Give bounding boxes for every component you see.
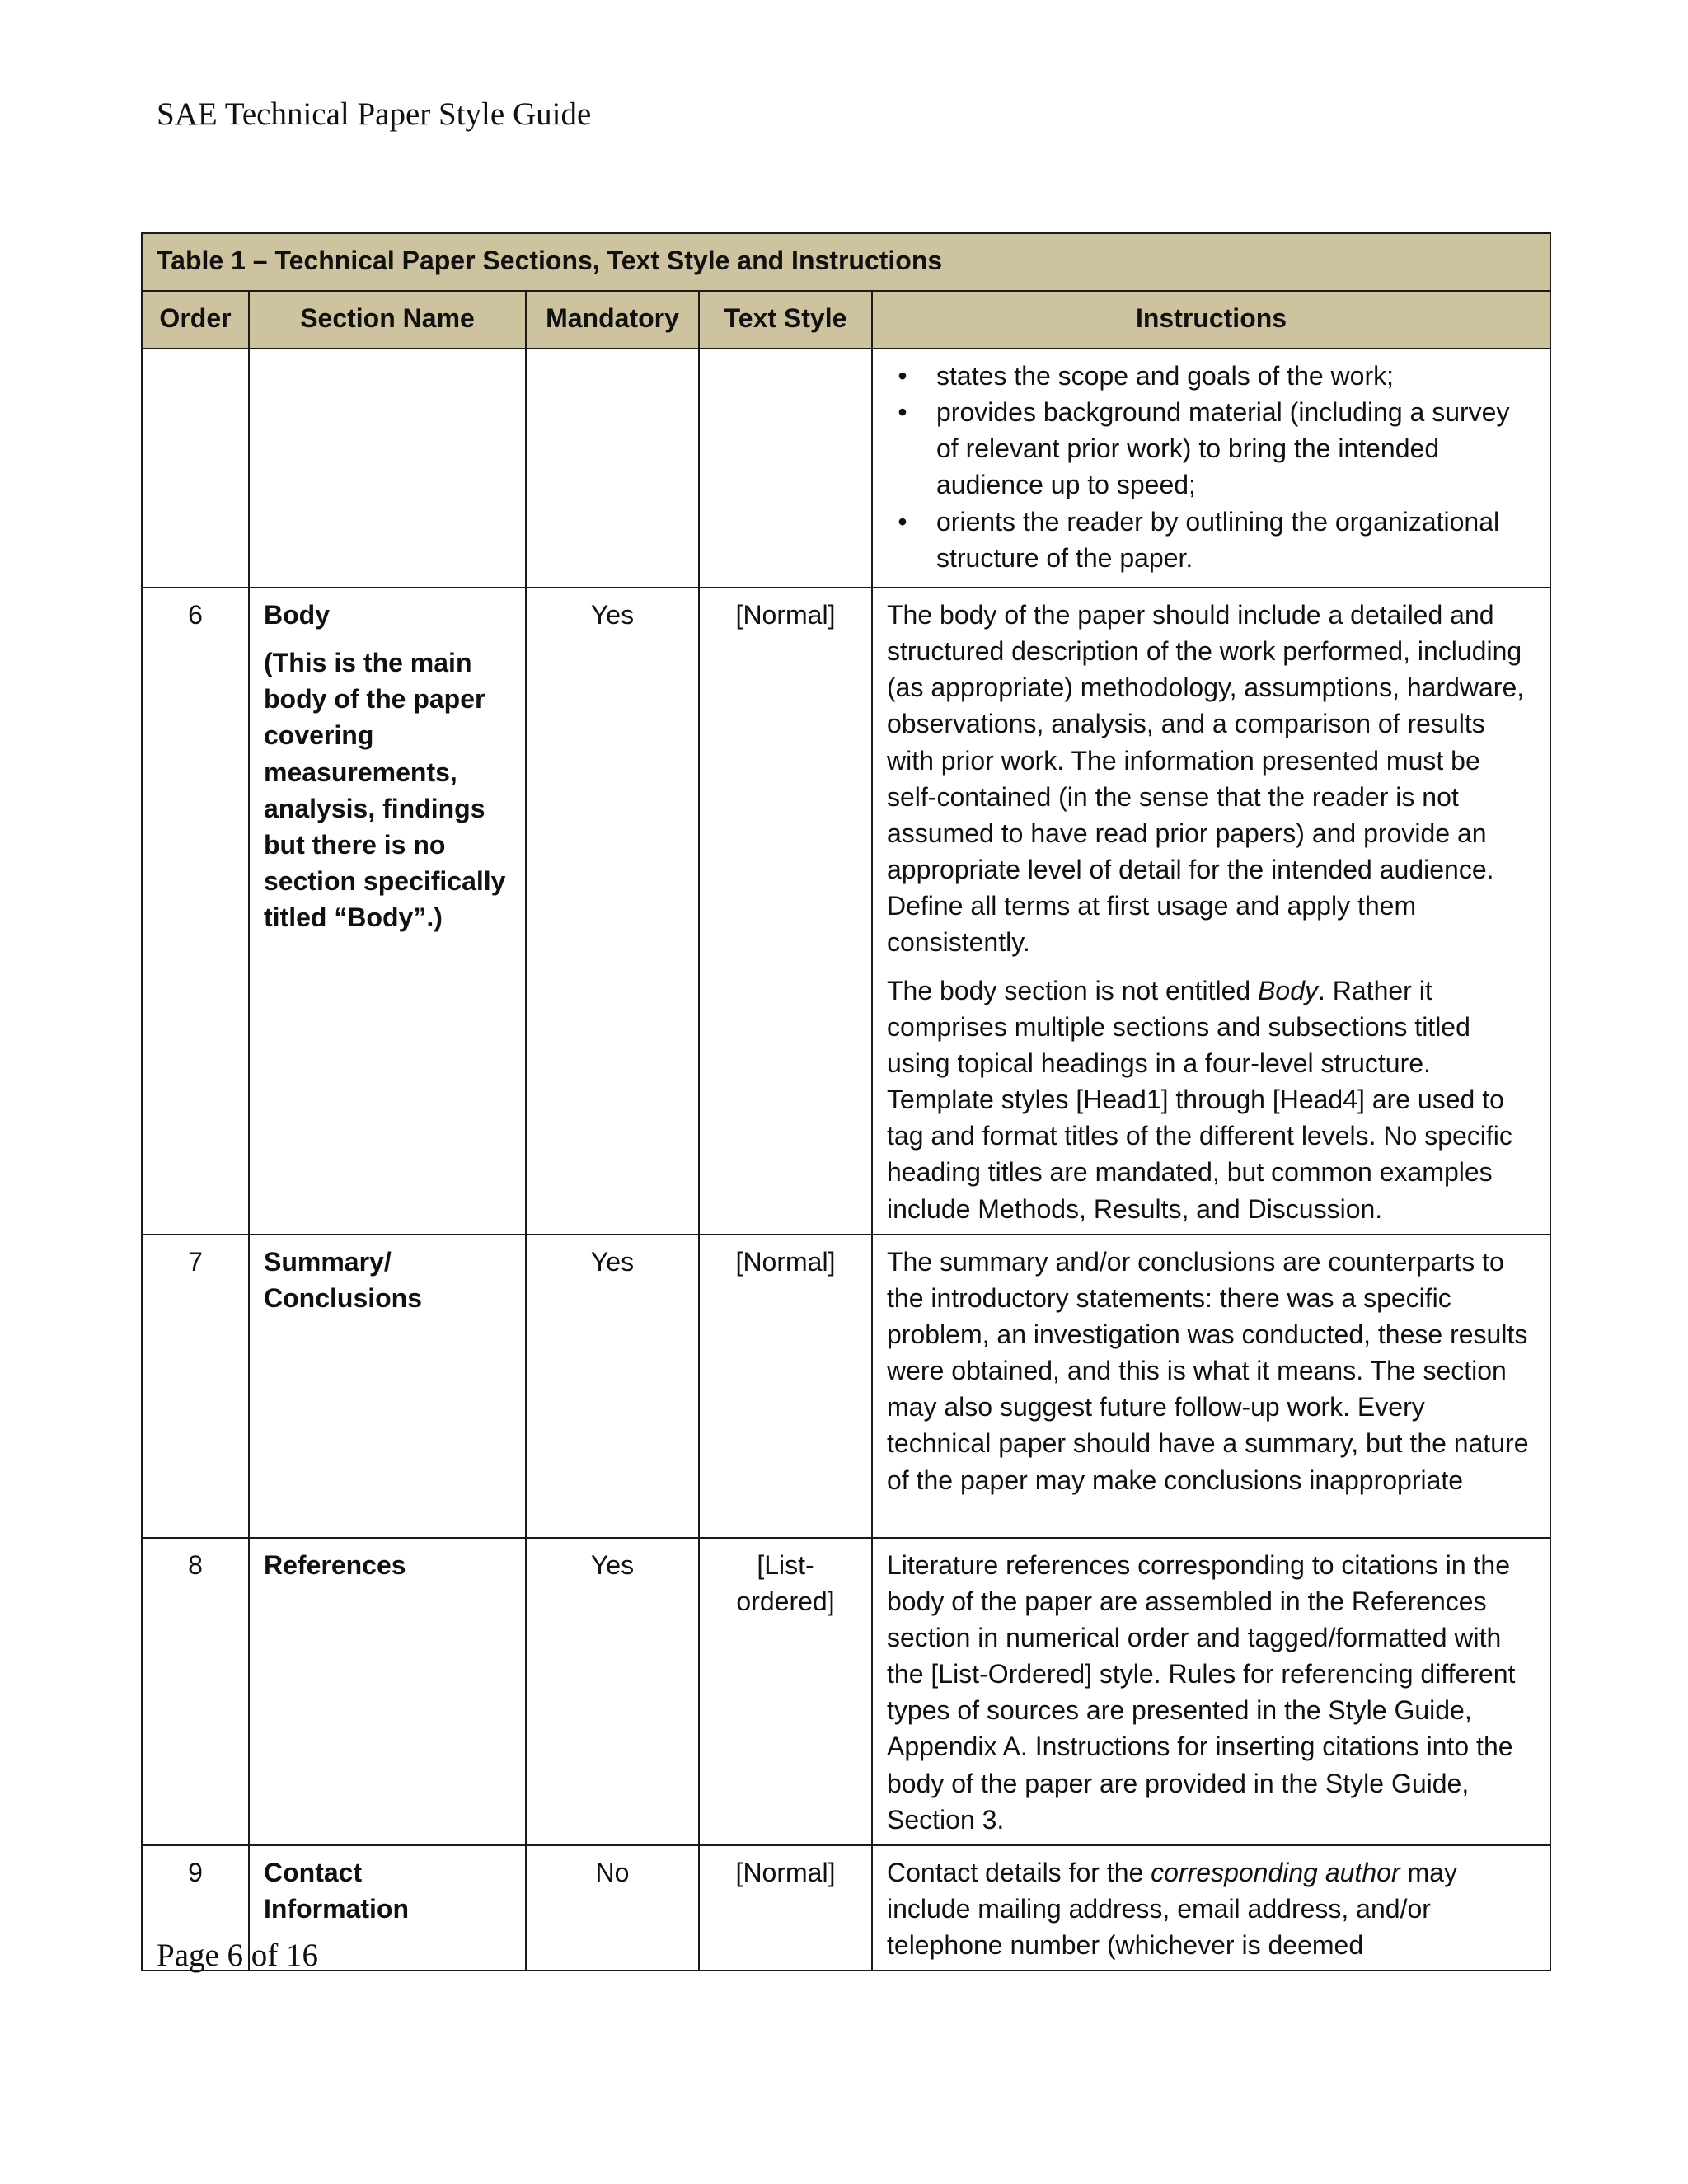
mandatory-cell: No	[526, 1845, 699, 1971]
bullet-icon: •	[898, 361, 907, 391]
sections-table	[141, 232, 1551, 1971]
text-style-cell: [List-ordered]	[699, 1538, 872, 1845]
mandatory-cell: Yes	[526, 1538, 699, 1845]
instructions-cell	[872, 349, 1550, 588]
table-row-continued	[142, 349, 1550, 588]
section-title: Contact Information	[264, 1857, 409, 1924]
section-name-cell	[249, 1538, 526, 1845]
instructions-cell: The summary and/or conclusions are counterparts to the introductory statements: there was a specific problem, an investigation was conducted, these results were obtained, and this is what it means. The section may also suggest future follow-up work. Every technical paper should have a summary, but the nature of the paper may make conclusions inappropriate	[872, 1235, 1550, 1538]
section-name-cell	[249, 588, 526, 1235]
column-header-instructions: Instructions	[872, 291, 1550, 349]
list-item	[887, 358, 1536, 394]
instructions-text: Contact details for the	[887, 1857, 1151, 1887]
list-item	[887, 504, 1536, 576]
page-number: Page 6 of 16	[157, 1938, 319, 1973]
instructions-text: may include mailing address, email address, and/or telephone number (whichever is deemed	[887, 1857, 1457, 1961]
instructions-paragraph: The body of the paper should include a detailed and structured description of the work performed, including (as appropriate) methodology, assumptions, hardware, observations, analysis, and a comparison of results with prior work. The information presented must be self-contained (in the sense that the reader is not assumed to have read prior papers) and provide an appropriate level of detail for the intended audience. Define all terms at first usage and apply them consistently.	[887, 600, 1525, 958]
section-name-cell	[249, 349, 526, 588]
bullet-text: states the scope and goals of the work;	[936, 361, 1394, 391]
instructions-emphasis: corresponding author	[1151, 1857, 1400, 1887]
order-cell: 8	[142, 1538, 249, 1845]
bullet-text: provides background material (including a survey of relevant prior work) to bring the intended audience up to speed;	[936, 397, 1510, 500]
text-style-cell: [Normal]	[699, 1845, 872, 1971]
instructions-cell	[872, 1845, 1550, 1971]
column-header-order: Order	[142, 291, 249, 349]
instructions-paragraph	[887, 972, 1536, 1227]
section-title: References	[264, 1549, 406, 1580]
text-style-cell: [Normal]	[699, 588, 872, 1235]
table-row-body	[142, 588, 1550, 1235]
table-row-contact	[142, 1845, 1550, 1971]
order-cell: 6	[142, 588, 249, 1235]
instructions-text: . Rather it comprises multiple sections and subsections titled using topical headings in a four-level structure. Template styles [Head1] through [Head4] are used to tag and format titles of the different levels. No specific heading titles are mandated, but common examples include Methods, Results, and Discussion.	[887, 975, 1512, 1224]
section-title: Body	[264, 600, 330, 630]
order-cell: 7	[142, 1235, 249, 1538]
list-item	[887, 394, 1536, 503]
instructions-cell	[872, 588, 1550, 1235]
table-caption-row	[142, 233, 1550, 291]
page-header-title: SAE Technical Paper Style Guide	[157, 96, 592, 132]
mandatory-cell: Yes	[526, 588, 699, 1235]
column-header-text-style: Text Style	[699, 291, 872, 349]
table-caption: Table 1 – Technical Paper Sections, Text Style and Instructions	[142, 233, 1550, 291]
section-note: (This is the main body of the paper covering measurements, analysis, findings but there is no section specifically titled “Body”.)	[264, 648, 506, 933]
table-row-references	[142, 1538, 1550, 1845]
column-header-mandatory: Mandatory	[526, 291, 699, 349]
bullet-list	[887, 358, 1536, 576]
table-row-summary	[142, 1235, 1550, 1538]
text-style-cell: [Normal]	[699, 1235, 872, 1538]
table-header-row	[142, 291, 1550, 349]
instructions-text: The body section is not entitled	[887, 975, 1259, 1005]
order-cell: 9	[142, 1845, 249, 1971]
bullet-icon: •	[898, 397, 907, 428]
bullet-text: orients the reader by outlining the organizational structure of the paper.	[936, 506, 1500, 573]
mandatory-cell: Yes	[526, 1235, 699, 1538]
bullet-icon: •	[898, 506, 907, 537]
order-cell	[142, 349, 249, 588]
section-name-cell	[249, 1235, 526, 1538]
text-style-cell	[699, 349, 872, 588]
column-header-section-name: Section Name	[249, 291, 526, 349]
mandatory-cell	[526, 349, 699, 588]
instructions-cell: Literature references corresponding to citations in the body of the paper are assembled in the References section in numerical order and tagged/formatted with the [List-Ordered] style. Rules for referencing different types of sources are presented in the Style Guide, Appendix A. Instructions for inserting citations into the body of the paper are provided in the Style Guide, Section 3.	[872, 1538, 1550, 1845]
section-title: Summary/ Conclusions	[264, 1246, 423, 1313]
instructions-emphasis: Body	[1258, 975, 1318, 1005]
